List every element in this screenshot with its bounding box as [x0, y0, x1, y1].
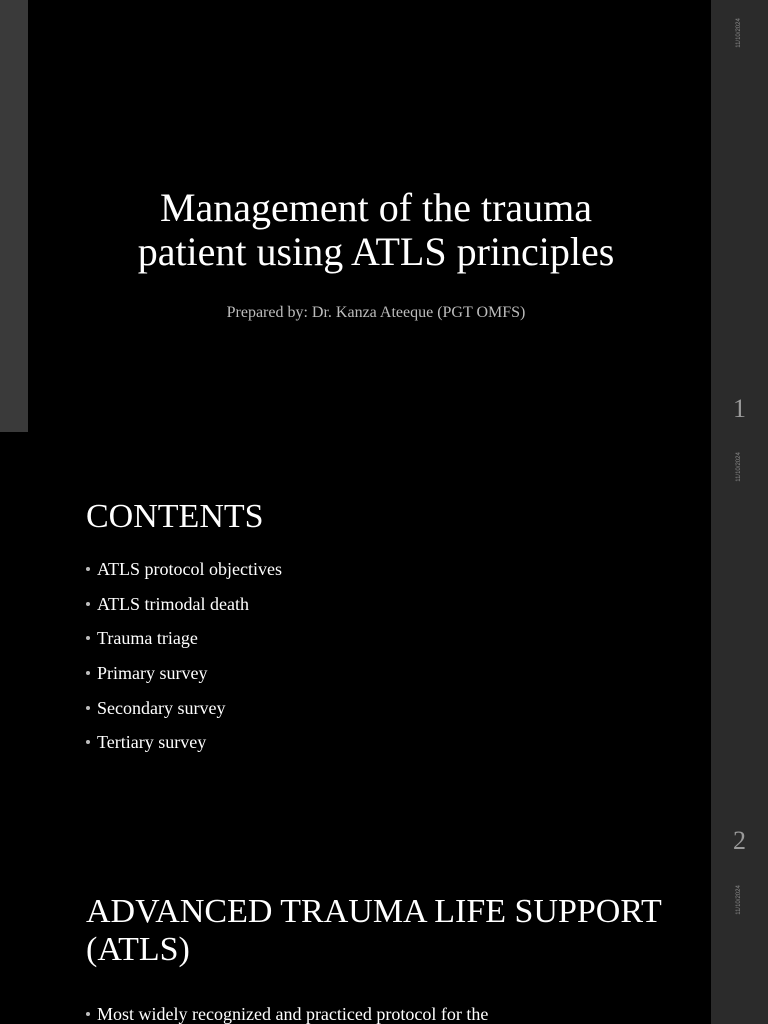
list-item: Most widely recognized and practiced protocol for the — [86, 1004, 488, 1024]
bullet-icon — [86, 706, 90, 710]
slide-1[interactable] — [0, 0, 768, 432]
slide-title — [60, 186, 692, 274]
list-item: ATLS protocol objectives — [86, 559, 282, 594]
slide-2[interactable] — [0, 432, 768, 865]
title-line-1: Management of the trauma — [159, 185, 593, 230]
list-item: Primary survey — [86, 663, 282, 698]
slide-left-strip — [0, 0, 28, 432]
bullet-icon — [86, 636, 90, 640]
heading-line-2: (ATLS) — [86, 931, 190, 968]
slide-side-band — [711, 0, 768, 432]
list-item: Trauma triage — [86, 628, 282, 663]
slide-date: 11/10/2024 — [736, 885, 742, 915]
bullet-icon — [86, 1012, 90, 1016]
bullet-icon — [86, 567, 90, 571]
contents-list — [86, 559, 282, 767]
bullet-icon — [86, 602, 90, 606]
slide-number: 2 — [733, 826, 746, 855]
slide-date: 11/10/2024 — [736, 452, 742, 482]
slide-date: 11/10/2024 — [736, 18, 742, 48]
bullet-icon — [86, 671, 90, 675]
slide-number: 1 — [733, 394, 746, 423]
list-item: Tertiary survey — [86, 732, 282, 767]
slide-heading: CONTENTS — [86, 498, 264, 535]
slide-side-band — [711, 432, 768, 865]
title-line-2: patient using ATLS principles — [137, 229, 615, 274]
slide-heading — [86, 893, 662, 969]
list-item: Secondary survey — [86, 698, 282, 733]
bullet-icon — [86, 740, 90, 744]
atls-list — [86, 1004, 488, 1024]
slide-subtitle: Prepared by: Dr. Kanza Ateeque (PGT OMFS) — [226, 304, 526, 321]
list-item: ATLS trimodal death — [86, 594, 282, 629]
slide-3[interactable] — [0, 865, 768, 1024]
heading-line-1: ADVANCED TRAUMA LIFE SUPPORT — [86, 893, 662, 930]
